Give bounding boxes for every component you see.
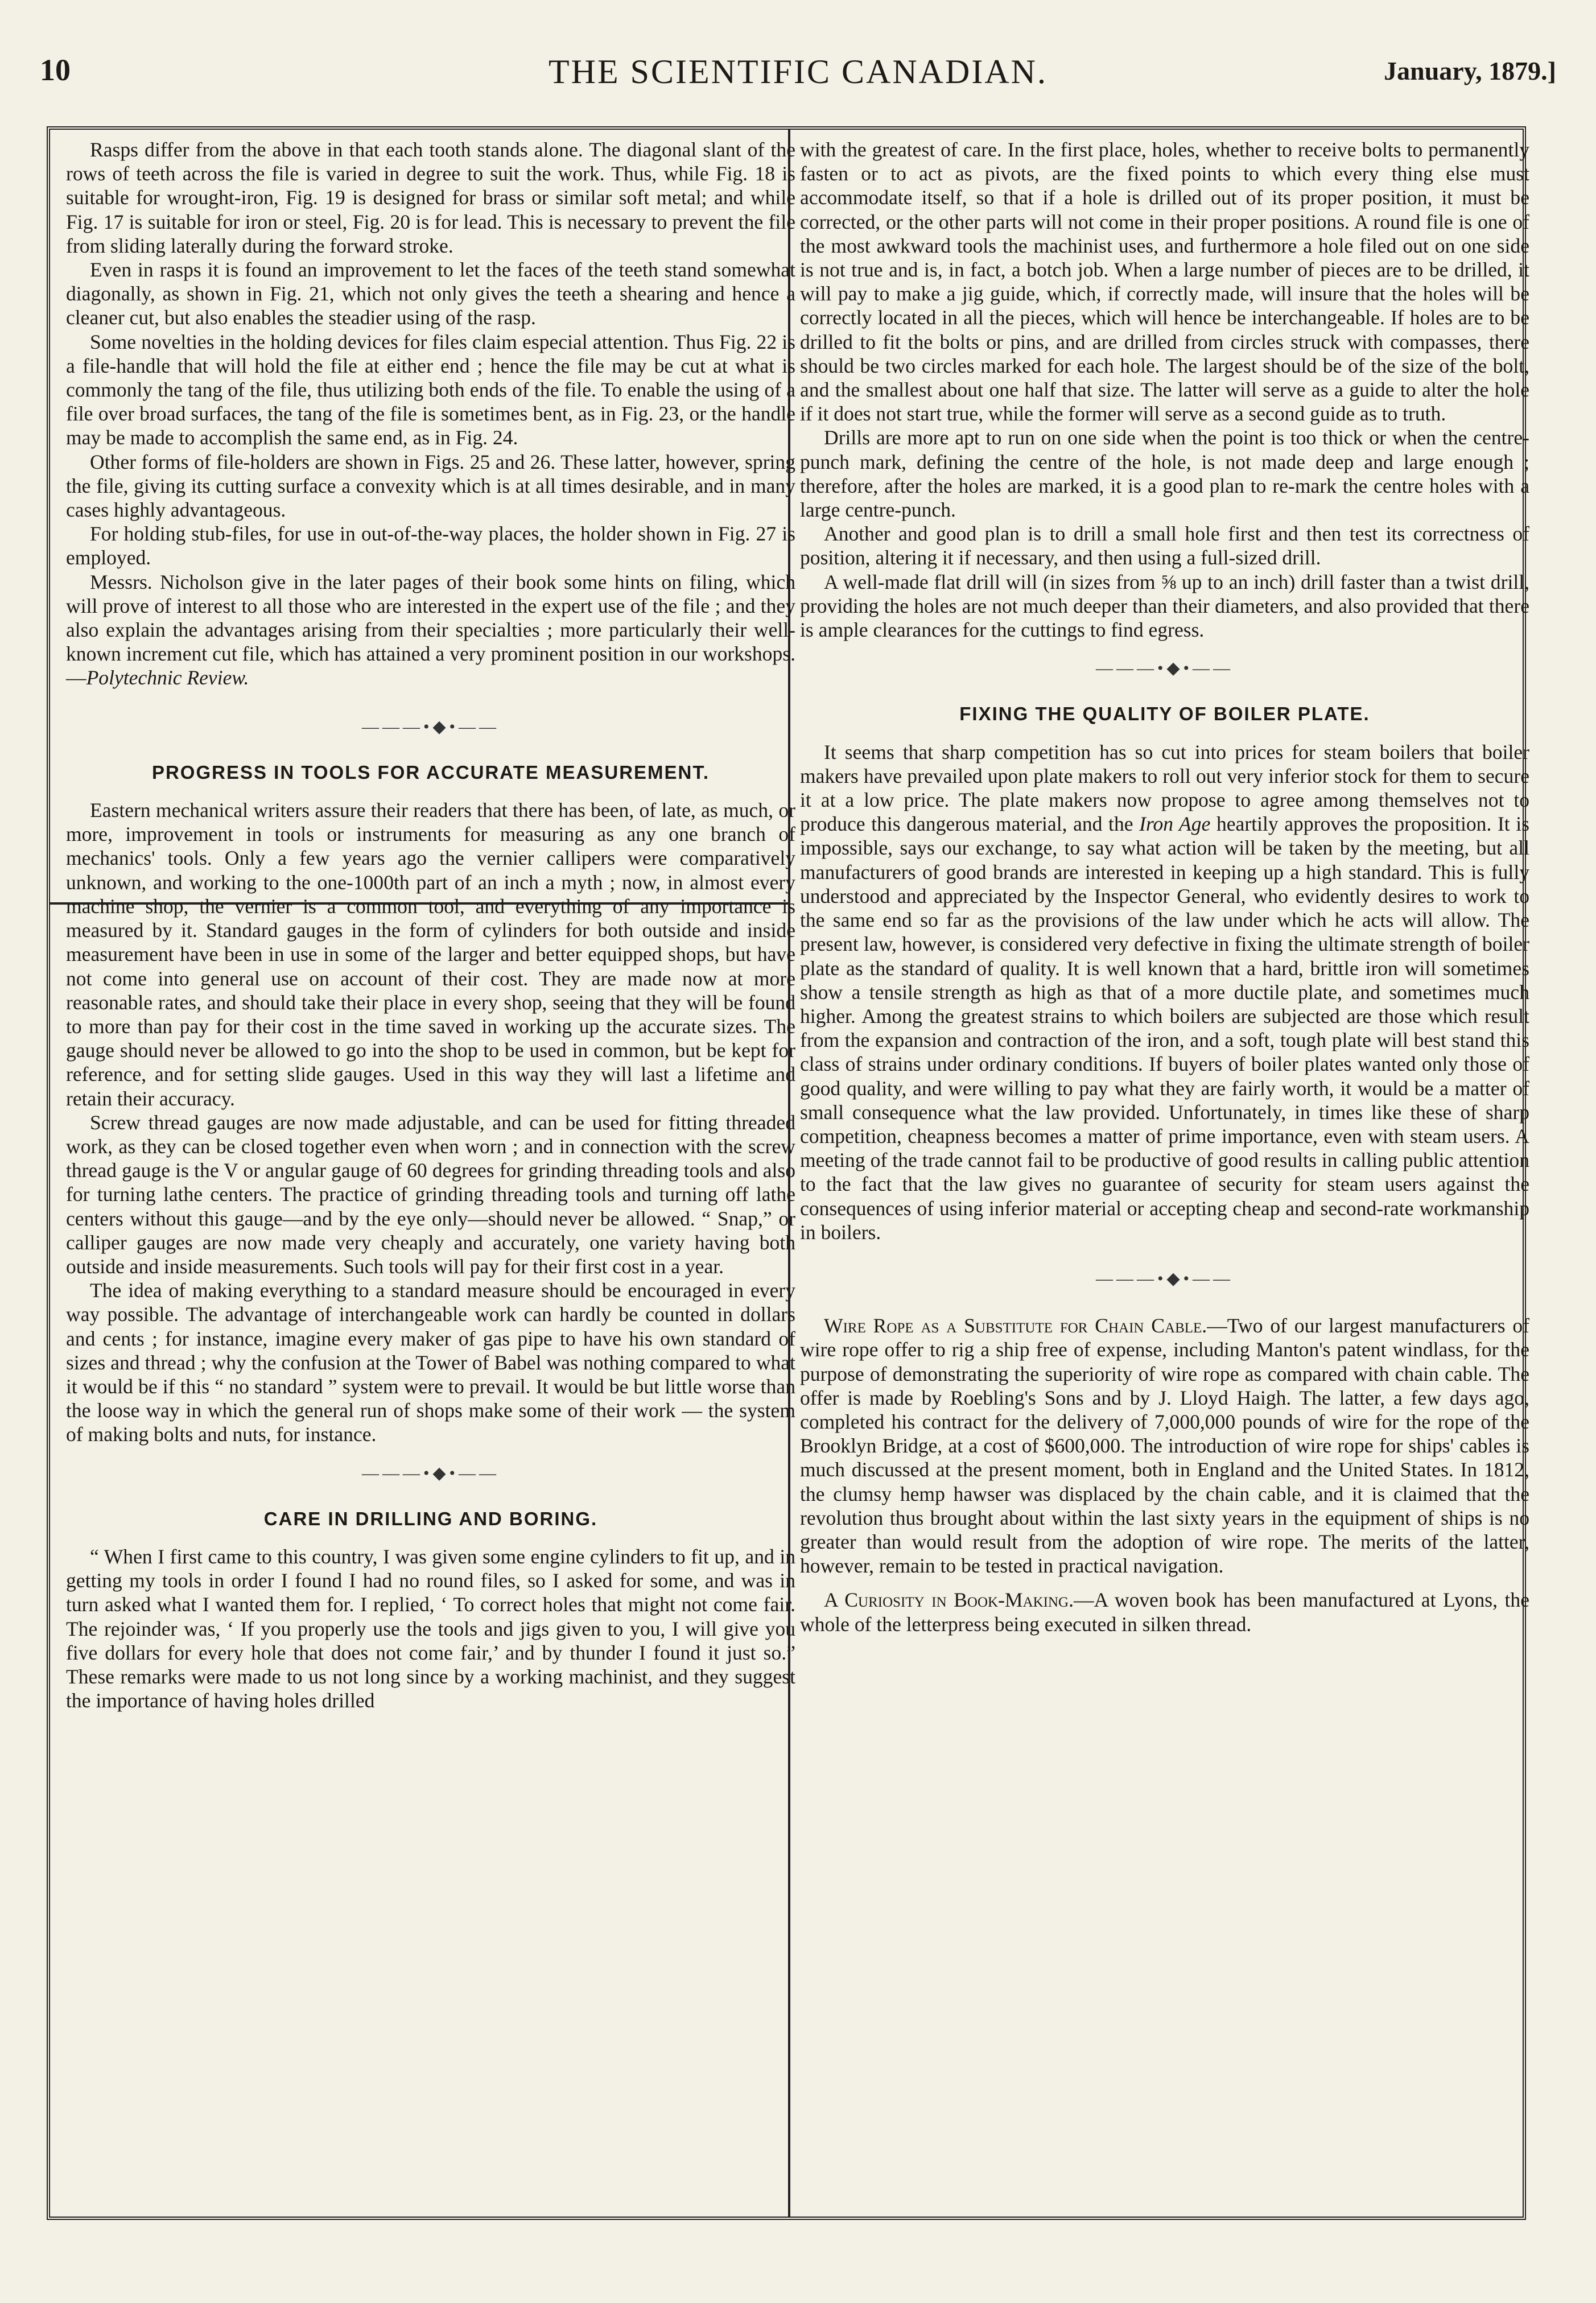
ornament-divider: ———•◆•—— [361,717,500,736]
left-column [66,138,795,1712]
masthead-title: THE SCIENTIFIC CANADIAN. [549,53,1047,90]
files-article-continuation [66,138,795,690]
paragraph: The idea of making everything to a standard measure should be encouraged in every way possible. The advantage of interchangeable work can hardly be counted in dollars and cents ; for instance, imagine every maker of gas pipe to have his own standard of sizes and thread ; why the confusion at the Tower of Babel was nothing compared to what it would be if this “ no standard ” system were to prevail. It would be but little worse than the loose way in which the general run of shops make some of their work — the system of making bolts and nuts, for instance. [66,1279,795,1446]
wire-rope-item [800,1314,1529,1578]
ornament-divider: ———•◆•—— [1095,659,1234,678]
paragraph [800,1588,1529,1636]
page-frame [47,126,1530,2220]
paragraph: Another and good plan is to drill a small hole first and then test its correctness of position, altering it if necessary, and then using a full-sized drill. [800,522,1529,569]
page-header [40,52,1556,104]
drilling-article-continuation [800,138,1529,642]
paragraph: Screw thread gauges are now made adjustable, and can be used for fitting threaded work, as they can be closed together even when worn ; and in connection with the screw thread gauge is the V or angular gauge of 60 degrees for grinding threading tools and also for turning lathe centers. The practice of grinding threading tools and turning off lathe centers without this gauge—and by the eye only—should never be allowed. “ Snap,” or calliper gauges are now made very cheaply and accurately, one variety having both outside and inside measurements. Such tools will pay for their first cost in a year. [66,1111,795,1278]
item-lead: A Curiosity in Book-Making. [824,1588,1074,1612]
page-number: 10 [40,53,71,87]
source-credit: Polytechnic Review. [86,666,249,690]
progress-article [66,761,795,1447]
paragraph: “ When I first came to this country, I was given some engine cylinders to fit up, and in getting my tools in order I found I had no round files, so I asked for some, and was in turn asked what I wanted them for. I replied, ‘ To correct holes that might not come fair. The rejoinder was, ‘ If you properly use the tools and jigs given to you, I will give you five dollars for every hole that does not come fair,’ and by thunder I found it just so.” These remarks were made to us not long since by a working machinist, and they suggest the importance of having holes drilled [66,1545,795,1712]
ornament-divider: ———•◆•—— [1095,1269,1234,1288]
curiosity-item [800,1588,1529,1636]
paragraph: For holding stub-files, for use in out-of-the-way places, the holder shown in Fig. 27 is employed. [66,522,795,569]
paragraph: Drills are more apt to run on one side when the point is too thick or when the centre-punch mark, defining the centre of the hole, is not made deep and large enough ; therefore, after the holes are marked, it is a good plan to re-mark the centre holes with a large centre-punch. [800,426,1529,522]
paragraph-text: —A woven book has been manufactured at Lyons, the whole of the letterpress being executed in silken thread. [800,1588,1530,1636]
ornament-divider: ———•◆•—— [361,1463,500,1483]
paragraph: Other forms of file-holders are shown in Figs. 25 and 26. These latter, however, spring the file, giving its cutting surface a convexity which is at all times desirable, and in many cases highly advantageous. [66,450,795,522]
item-lead: Wire Rope as a Substitute for Chain Cable. [824,1314,1207,1338]
paragraph [800,1314,1529,1578]
paragraph: with the greatest of care. In the first place, holes, whether to receive bolts to permanently fasten or to act as pivots, are the fixed points to which every thing else must accommodate itself, so that if a hole is drilled out of its proper position, it must be corrected, or the other parts will not come in their proper positions. A round file is one of the most awkward tools the machinist uses, and furthermore a hole filed out on one side is not true and is, in fact, a botch job. When a large number of pieces are to be drilled, it will pay to make a jig guide, which, if correctly made, will insure that the holes will be correctly located in all the pieces, which will hence be interchangeable. If holes are to be drilled to fit the bolts or pins, and are drilled from circles struck with compasses, there should be two circles marked for each hole. The largest should be of the size of the bolt, and the smallest about one half that size. The latter will serve as a guide to alter the hole if it does not start true, while the former will serve as a second guide as to truth. [800,138,1529,426]
paragraph [800,740,1529,1244]
paragraph: Eastern mechanical writers assure their readers that there has been, of late, as much, or more, improvement in tools or instruments for measuring as any one branch of mechanics' tools. Only a few years ago the vernier callipers were comparatively unknown, and working to the one-1000th part of an inch a myth ; now, in almost every machine shop, the vernier is a common tool, and everything of any importance is measured by it. Standard gauges in the form of cylinders for both outside and inside measurement have been in use in some of the larger and better equipped shops, but have not come into general use on account of their cost. They are made now at more reasonable rates, and should take their place in every shop, seeing that they will be found to more than pay for their cost in the time saved in working up the accurate sizes. The gauge should never be allowed to go into the shop to be used in common, but be kept for reference, and for setting slide gauges. Used in this way they will last a lifetime and retain their accuracy. [66,799,795,1110]
paragraph-text: heartily approves the proposition. It is impossible, says our exchange, to say what action will be taken by the meeting, but all manufacturers of good brands are interested in keeping up a high standard. This is fully understood and appreciated by the Inspector General, who evidently desires to work to the same end so far as the provisions of the law under which he acts will allow. The present law, however, is considered very defective in fixing the ultimate strength of boiler plate as the standard of quality. It is well known that a hard, brittle iron will sometimes show a tensile strength as high as that of a more ductile plate, and sometimes much higher. Among the greatest strains to which boilers are subjected are those which result from the expansion and contraction of the iron, and a soft, tough plate will best stand this class of strains under ordinary conditions. If buyers of boiler plates wanted only those of good quality, and were willing to pay what they are fairly worth, it would be a matter of small consequence what the law provided. Unfortunately, in times like these of sharp competition, cheapness becomes a matter of prime importance, even with steam users. A meeting of the trade cannot fail to be productive of good results in calling public attention to the fact that the law gives no guarantee of security for steam users against the consequences of using inferior material or accepting cheap and second-rate workmanship in boilers. [800,812,1530,1244]
issue-date: January, 1879.] [1384,56,1556,85]
right-column [800,138,1529,1636]
paragraph-text: It seems that sharp competition has so cut into prices for steam boilers that boiler makers have prevailed upon plate makers to roll out very inferior stock for them to secure it at a low price. The plate makers now propose to agree among themselves not to produce this dangerous material, and the [800,740,1529,836]
article-heading: FIXING THE QUALITY OF BOILER PLATE. [959,703,1370,725]
boiler-article [800,702,1529,1244]
paragraph: Some novelties in the holding devices for files claim especial attention. Thus Fig. 22 is a file-handle that will hold the file at either end ; hence the file may be cut at what is commonly the tang of the file, thus utilizing both ends of the file. To enable the using of a file over broad surfaces, the tang of the file is sometimes bent, as in Fig. 23, or the handle may be made to accomplish the same end, as in Fig. 24. [66,330,795,449]
paragraph: Rasps differ from the above in that each tooth stands alone. The diagonal slant of the rows of teeth across the file is varied in degree to suit the work. Thus, while Fig. 18 is suitable for wrought-iron, Fig. 19 is designed for brass or similar soft metal; and while Fig. 17 is suitable for iron or steel, Fig. 20 is for lead. This is necessary to prevent the file from sliding laterally during the forward stroke. [66,138,795,257]
paragraph [66,570,795,690]
publication-name: Iron Age [1139,812,1211,836]
article-heading: PROGRESS IN TOOLS FOR ACCURATE MEASUREMENT. [151,761,710,783]
article-heading: CARE IN DRILLING AND BORING. [263,1508,598,1529]
paragraph-text: Messrs. Nicholson give in the later pages of their book some hints on filing, which will prove of interest to all those who are interested in the expert use of the file ; and they also explain the advantages arising from their specialties ; more particularly their well-known increment cut file, which has attained a very prominent position in our workshops.— [66,570,795,690]
paragraph: Even in rasps it is found an improvement to let the faces of the teeth stand somewhat diagonally, as shown in Fig. 21, which not only gives the teeth a shearing and hence a cleaner cut, but also enables the steadier using of the rasp. [66,258,795,329]
paragraph: A well-made flat drill will (in sizes from ⅝ up to an inch) drill faster than a twist drill, providing the holes are not much deeper than their diameters, and also provided that there is ample clearances for the cuttings to find egress. [800,570,1529,642]
drilling-article [66,1507,795,1713]
paragraph-text: —Two of our largest manufacturers of wire rope offer to rig a ship free of expense, including Manton's patent windlass, for the purpose of demonstrating the superiority of wire rope as compared with chain cable. The offer is made by Roebling's Sons and by J. Lloyd Haigh. The latter, a few days ago, completed his contract for the delivery of 7,000,000 pounds of wire for the rope of the Brooklyn Bridge, at a cost of $600,000. The introduction of wire rope for ships' cables is much discussed at the present moment, both in England and the United States. In 1812, the clumsy hemp hawser was displaced by the chain cable, and it is claimed that the revolution thus brought about within the last sixty years in the equipment of ships is no greater than would result from the adoption of wire rope. The merits of the latter, however, remain to be tested in practical navigation. [800,1314,1530,1578]
